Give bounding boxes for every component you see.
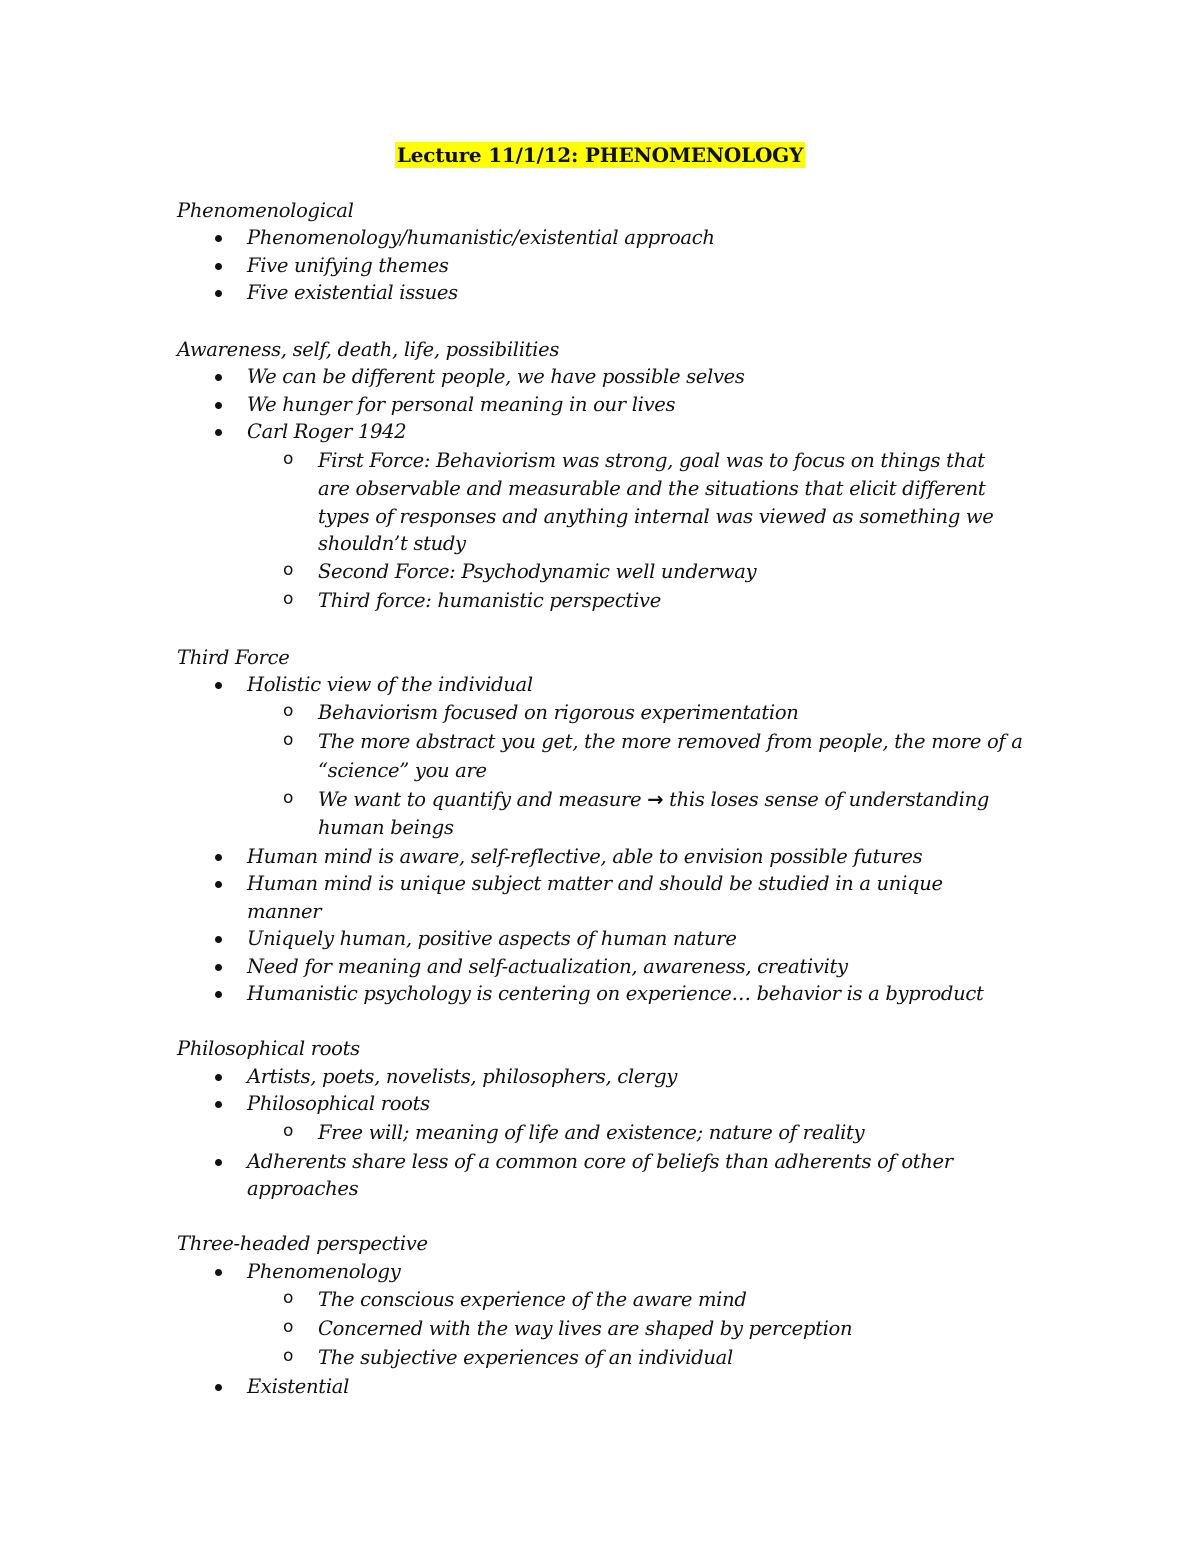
sub-list-item: The subjective experiences of an individual (318, 1346, 733, 1369)
sub-bullet-icon: o (283, 788, 294, 808)
bullet-icon (215, 1384, 222, 1391)
sub-list-item-text: this loses sense of understanding (663, 788, 990, 811)
sub-bullet-icon: o (283, 1288, 294, 1308)
bullet-icon (215, 402, 222, 409)
sub-bullet-icon: o (283, 701, 294, 721)
bullet-icon (215, 1101, 222, 1108)
bullet-icon (215, 1159, 222, 1166)
bullet-icon (215, 881, 222, 888)
list-item: Phenomenology (247, 1260, 401, 1283)
sub-bullet-icon: o (283, 1317, 294, 1337)
sub-list-item-continued: shouldn’t study (318, 532, 466, 555)
section-heading: Third Force (177, 646, 290, 669)
list-item: Philosophical roots (247, 1092, 430, 1115)
sub-list-item: First Force: Behaviorism was strong, goal was to focus on things that (318, 449, 985, 472)
list-item: Existential (247, 1375, 350, 1398)
sub-list-item-text: We want to quantify and measure (318, 788, 648, 811)
sub-list-item: Third force: humanistic perspective (318, 589, 661, 612)
list-item: Artists, poets, novelists, philosophers, clergy (247, 1065, 678, 1088)
sub-list-item: Second Force: Psychodynamic well underway (318, 560, 757, 583)
sub-list-item: The more abstract you get, the more removed from people, the more of a (318, 730, 1023, 753)
list-item: Human mind is aware, self-reflective, able to envision possible futures (247, 845, 923, 868)
title-container (0, 143, 1200, 167)
sub-list-item: Concerned with the way lives are shaped by perception (318, 1317, 853, 1340)
sub-list-item: Free will; meaning of life and existence; nature of reality (318, 1121, 865, 1144)
right-arrow-icon: → (647, 788, 664, 811)
list-item: Carl Roger 1942 (247, 420, 407, 443)
sub-bullet-icon: o (283, 730, 294, 750)
list-item: Human mind is unique subject matter and should be studied in a unique (247, 872, 943, 895)
sub-list-item-continued: human beings (318, 816, 454, 839)
sub-bullet-icon: o (283, 449, 294, 469)
sub-list-item: The conscious experience of the aware mind (318, 1288, 747, 1311)
bullet-icon (215, 854, 222, 861)
bullet-icon (215, 991, 222, 998)
bullet-icon (215, 374, 222, 381)
bullet-icon (215, 1074, 222, 1081)
list-item: Holistic view of the individual (247, 673, 533, 696)
list-item: Five existential issues (247, 281, 458, 304)
list-item: Need for meaning and self-actualization, awareness, creativity (247, 955, 848, 978)
bullet-icon (215, 429, 222, 436)
bullet-icon (215, 235, 222, 242)
sub-bullet-icon: o (283, 589, 294, 609)
sub-list-item-continued: types of responses and anything internal was viewed as something we (318, 505, 994, 528)
sub-bullet-icon: o (283, 560, 294, 580)
sub-list-item-continued: are observable and measurable and the situations that elicit different (318, 477, 986, 500)
sub-list-item-continued: “science” you are (318, 759, 487, 782)
sub-list-item (318, 786, 989, 814)
list-item: Phenomenology/humanistic/existential approach (247, 226, 715, 249)
list-item-continued: manner (247, 900, 322, 923)
list-item: Humanistic psychology is centering on experience… behavior is a byproduct (247, 982, 984, 1005)
sub-list-item: Behaviorism focused on rigorous experimentation (318, 701, 799, 724)
bullet-icon (215, 964, 222, 971)
bullet-icon (215, 682, 222, 689)
sub-bullet-icon: o (283, 1121, 294, 1141)
section-heading: Awareness, self, death, life, possibilities (177, 338, 560, 361)
bullet-icon (215, 263, 222, 270)
bullet-icon (215, 1269, 222, 1276)
sub-bullet-icon: o (283, 1346, 294, 1366)
section-heading: Philosophical roots (177, 1037, 360, 1060)
section-heading: Three-headed perspective (177, 1232, 428, 1255)
list-item: We hunger for personal meaning in our lives (247, 393, 676, 416)
list-item: Uniquely human, positive aspects of human nature (247, 927, 737, 950)
document-title: Lecture 11/1/12: PHENOMENOLOGY (396, 143, 804, 167)
list-item: Adherents share less of a common core of beliefs than adherents of other (247, 1150, 953, 1173)
list-item-continued: approaches (247, 1177, 359, 1200)
list-item: Five unifying themes (247, 254, 449, 277)
bullet-icon (215, 936, 222, 943)
section-heading: Phenomenological (177, 199, 354, 222)
list-item: We can be different people, we have possible selves (247, 365, 745, 388)
bullet-icon (215, 290, 222, 297)
